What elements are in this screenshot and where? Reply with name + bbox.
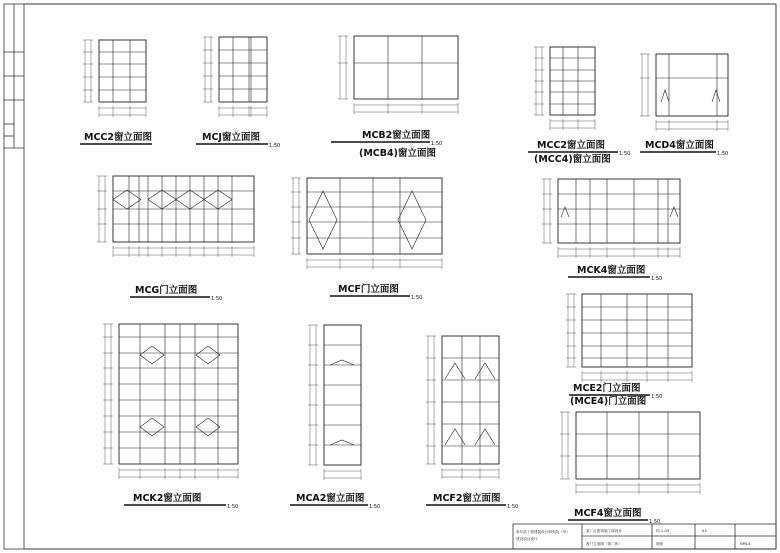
elevation-mcd4: [640, 54, 728, 157]
mck4-vent-triangle: [670, 207, 678, 217]
title-block-drawing-name: 某厂区建筑施工图设计: [586, 529, 622, 533]
mcf-vent-diamond: [309, 191, 337, 249]
elevation-drawings: [80, 36, 728, 525]
mcf2-title: MCF2窗立面图: [433, 493, 501, 504]
mca2-title: MCA2窗立面图: [296, 493, 365, 504]
elevation-mca2: [290, 325, 380, 510]
mck2-title: MCK2窗立面图: [133, 493, 202, 504]
mcf-frame: [307, 178, 442, 254]
mcg-scale: 1:50: [211, 296, 223, 302]
mck2-vent-diamond: [196, 346, 220, 364]
title-block-designer: 哈尔滨工程建筑设计研究院（甲）: [516, 530, 570, 534]
mcf4-scale: 1:50: [649, 519, 661, 525]
elevation-mce2: [566, 294, 692, 407]
mcf2-vent-triangle: [475, 429, 495, 445]
elevation-mcc2b: [528, 47, 630, 165]
title-block-sheet-number: NPA-4: [740, 542, 751, 546]
elevation-mck2: [103, 324, 238, 510]
mcd4-vent-triangle: [712, 90, 720, 102]
mcc2-title: MCC2窗立面图: [84, 132, 153, 143]
title-block-code: 结-1-03: [656, 529, 670, 533]
mck2-scale: 1:50: [227, 504, 239, 510]
elevation-mcb2: [331, 36, 458, 159]
mck2-vent-diamond: [140, 418, 164, 436]
mcf-vent-diamond: [398, 191, 426, 249]
mcb2-title: MCB2窗立面图: [362, 130, 431, 141]
mcf2-scale: 1:50: [507, 504, 519, 510]
mcc2-frame: [99, 40, 146, 102]
mcc2b-title: MCC2窗立面图: [537, 140, 606, 151]
elevation-mcc2: [80, 40, 153, 144]
mcb2-subtitle: (MCB4)窗立面图: [359, 148, 436, 159]
mck2-vent-diamond: [196, 418, 220, 436]
mcf4-title: MCF4窗立面图: [574, 508, 642, 519]
mcc2b-subtitle: (MCC4)窗立面图: [534, 154, 611, 165]
mcg-vent-diamond: [113, 190, 141, 209]
mck4-title: MCK4窗立面图: [577, 265, 646, 276]
mcf-title: MCF门立面图: [338, 284, 399, 295]
mce2-frame: [582, 294, 692, 367]
mcj-title: MCJ窗立面图: [202, 132, 260, 143]
elevation-mcf: [291, 178, 442, 301]
mck2-vent-diamond: [140, 346, 164, 364]
mcd4-title: MCD4窗立面图: [645, 140, 714, 151]
mcd4-vent-triangle: [661, 90, 669, 102]
mck2-frame: [119, 324, 238, 464]
elevation-mcj: [196, 37, 280, 149]
mcf4-frame: [576, 412, 700, 479]
elevation-mck4: [542, 179, 680, 282]
mcf2-vent-triangle: [475, 363, 495, 379]
mck4-vent-triangle: [561, 207, 569, 217]
title-block: [516, 528, 751, 546]
mca2-scale: 1:50: [369, 504, 381, 510]
mcc2b-scale: 1:50: [619, 151, 631, 157]
mcf-scale: 1:50: [411, 295, 423, 301]
mcf2-frame: [442, 336, 499, 464]
elevation-mcg: [97, 176, 254, 302]
title-block-project: 建设项目设计: [516, 537, 538, 541]
elevation-mcf2: [426, 336, 518, 510]
mce2-scale: 1:50: [651, 394, 663, 400]
mca2-vent-chevron: [330, 440, 354, 445]
mcb2-scale: 1:50: [431, 141, 443, 147]
elevation-mcf4: [560, 412, 700, 525]
mck4-scale: 1:50: [651, 276, 663, 282]
mcd4-scale: 1:50: [717, 151, 729, 157]
mca2-vent-chevron: [330, 360, 354, 365]
mce2-title: MCE2门立面图: [573, 383, 641, 394]
title-block-drawing-subname: 窗门立面图（第二张）: [586, 542, 622, 546]
mca2-frame: [324, 325, 361, 465]
mcj-frame: [219, 37, 267, 102]
mce2-subtitle: (MCE4)门立面图: [570, 396, 647, 407]
mcj-scale: 1:50: [269, 143, 281, 149]
title-block-code-right: 03: [702, 529, 707, 533]
mcg-title: MCG门立面图: [135, 285, 198, 296]
mcb2-frame: [354, 36, 458, 99]
title-block-date: 图纸: [656, 542, 664, 546]
